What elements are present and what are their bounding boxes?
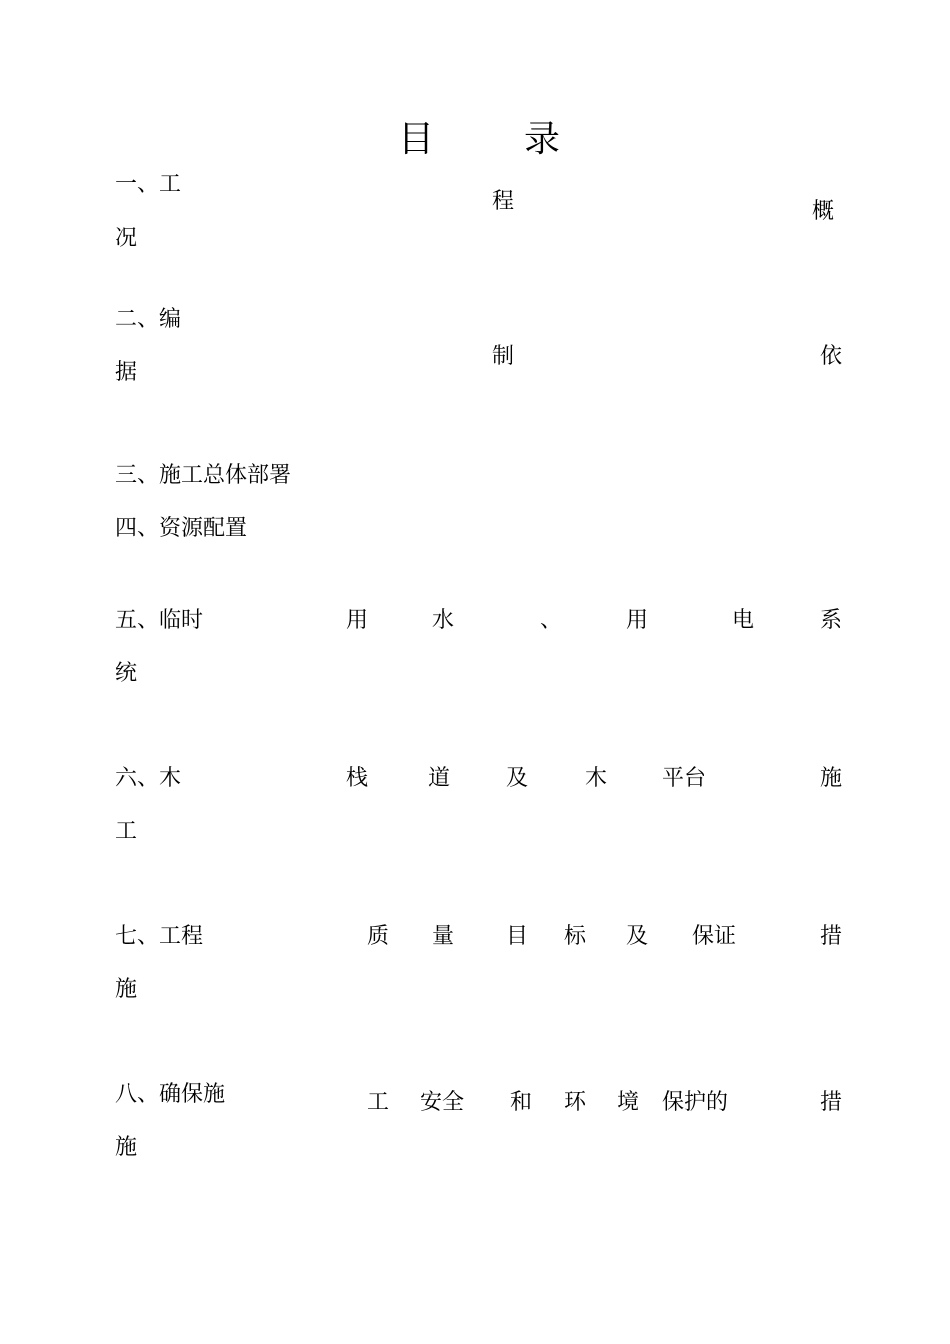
toc-item-5-part-c: 水: [432, 608, 455, 633]
toc-item-6-part-c: 道: [428, 766, 451, 791]
toc-item-8-part-b: 工: [367, 1090, 390, 1115]
toc-item-8-part-f: 境: [617, 1090, 640, 1115]
toc-item-5-part-d: 、: [540, 608, 563, 633]
toc-title-right: 录: [524, 119, 561, 160]
toc-item-6-part-d: 及: [506, 766, 529, 791]
toc-item-8-part-e: 环: [564, 1090, 587, 1115]
toc-item-7-part-i: 施: [115, 977, 138, 1002]
toc-item-7-part-e: 标: [564, 924, 587, 949]
toc-item-7-part-f: 及: [626, 924, 649, 949]
toc-item-5-part-e: 用: [626, 608, 649, 633]
toc-item-8-part-h: 措: [820, 1090, 843, 1115]
toc-item-5-part-g: 系: [820, 608, 843, 633]
toc-item-5-part-h: 统: [115, 661, 138, 686]
toc-item-1-part-c: 概: [812, 199, 835, 224]
toc-item-2-part-b: 制: [492, 344, 515, 369]
toc-item-2-part-a: 二、编: [115, 307, 182, 332]
toc-item-8-part-d: 和: [510, 1090, 533, 1115]
toc-item-4-part-a: 四、资源配置: [115, 516, 248, 541]
toc-item-6-part-h: 工: [115, 819, 138, 844]
toc-item-3-part-a: 三、施工总体部署: [115, 463, 292, 488]
toc-item-6-part-b: 栈: [346, 766, 369, 791]
toc-item-8-part-i: 施: [115, 1135, 138, 1160]
toc-item-7-part-h: 措: [820, 924, 843, 949]
toc-item-6-part-a: 六、木: [115, 766, 182, 791]
toc-item-7-part-a: 七、工程: [115, 924, 204, 949]
toc-item-1-part-d: 况: [115, 226, 138, 251]
toc-item-6-part-g: 施: [820, 766, 843, 791]
toc-item-5-part-b: 用: [346, 608, 369, 633]
toc-item-1-part-b: 程: [492, 189, 515, 214]
toc-item-5-part-f: 电: [732, 608, 755, 633]
toc-item-1-part-a: 一、工: [115, 172, 182, 197]
toc-item-2-part-d: 据: [115, 360, 138, 385]
toc-item-7-part-c: 量: [432, 924, 455, 949]
toc-item-8-part-c: 安全: [420, 1090, 465, 1115]
toc-item-6-part-e: 木: [585, 766, 608, 791]
toc-item-8-part-a: 八、确保施: [115, 1082, 226, 1107]
toc-item-2-part-c: 依: [820, 344, 843, 369]
toc-item-5-part-a: 五、临时: [115, 608, 204, 633]
toc-item-6-part-f: 平台: [662, 766, 707, 791]
toc-item-8-part-g: 保护的: [662, 1090, 729, 1115]
toc-title-left: 目: [398, 119, 435, 160]
toc-item-7-part-d: 目: [506, 924, 529, 949]
toc-item-7-part-g: 保证: [692, 924, 737, 949]
toc-item-7-part-b: 质: [367, 924, 390, 949]
